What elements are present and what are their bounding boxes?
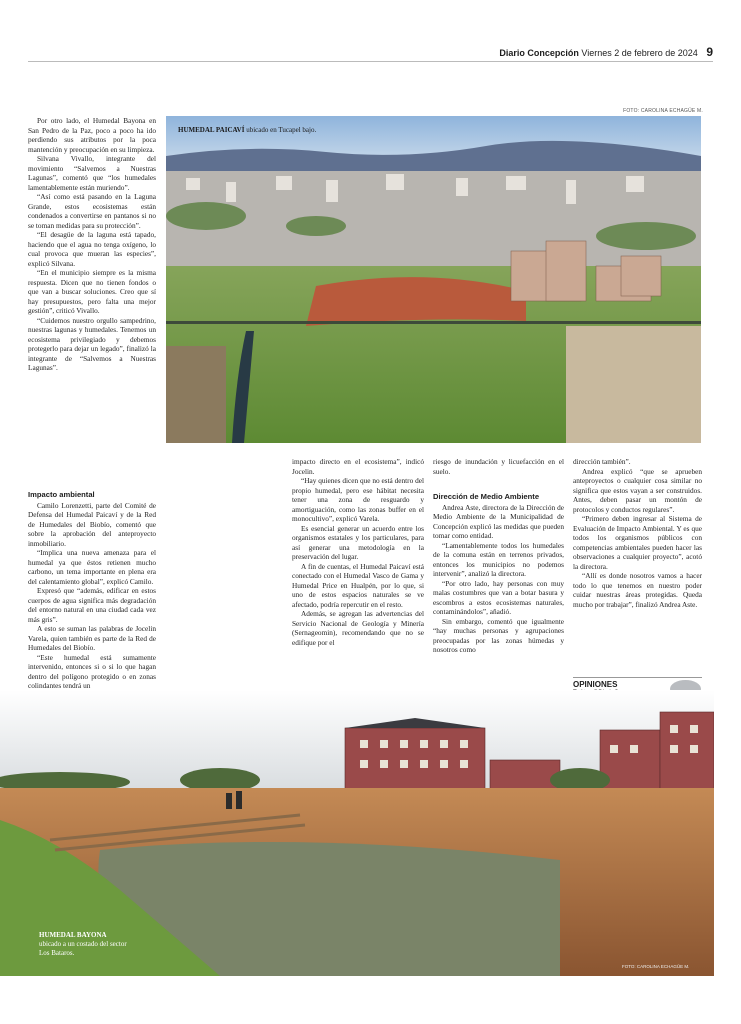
photo2-caption <box>39 931 129 958</box>
paragraph: “Primero deben ingresar al Sistema de Evaluación de Impacto Ambiental. Y es que todos los organismos públicos con competencias ambientales pueden hacer las observaciones a cualquier proyecto”, acotó la directora. <box>573 514 702 571</box>
header-rule <box>28 61 713 62</box>
publication-name: Diario Concepción <box>499 48 579 58</box>
paragraph: Expresó que “además, edificar en estos cuerpos de agua significa más degradación del entorno natural en una ciudad cada vez más gris”. <box>28 586 156 624</box>
paragraph: Además, se agregan las advertencias del Servicio Nacional de Geología y Minería (Sernageomin), recomendando que no se edifique por el <box>292 609 424 647</box>
issue-date: Viernes 2 de febrero de 2024 <box>581 48 698 58</box>
paragraph: Por otro lado, el Humedal Bayona en San Pedro de la Paz, poco a poco ha ido perdiendo sus atributos por la poca mantención y preocupación en su limpieza. <box>28 116 156 154</box>
paragraph: “En el municipio siempre es la misma respuesta. Dicen que no tienen fondos o que van a buscar soluciones. Creo que sí hay presupuestos, pero falta una mejor gestión”, criticó Vivallo. <box>28 268 156 315</box>
photo1-credit: FOTO: CAROLINA ECHAGÜE M. <box>623 108 703 114</box>
paragraph: “Allí es donde nosotros vamos a hacer todo lo que tenemos en nuestro poder cuidar nuestras áreas protegidas. Queda mucho por trabajar”, finalizó Andrea Aste. <box>573 571 702 609</box>
article-column-1 <box>28 116 156 373</box>
page-number: 9 <box>706 45 713 59</box>
photo2-credit: FOTO: CAROLINA ECHAGÜE M. <box>622 964 690 969</box>
paragraph: Es esencial generar un acuerdo entre los organismos estatales y los particulares, para así generar una metodología en la preservación del lugar. <box>292 523 424 561</box>
paragraph: “Cuidemos nuestro orgullo sampedrino, nuestras lagunas y humedales. Tenemos un ecosistema privilegiado y debemos protegerlo para dejar un legado”, finalizó la integrante de “Salvemos a Nuestras Lagunas”. <box>28 315 156 372</box>
section-heading: Impacto ambiental <box>28 490 95 499</box>
paragraph: “El desagüe de la laguna está tapado, haciendo que el agua no tenga oxígeno, lo cual provoca que mueran las especies”, explicó Silvana. <box>28 230 156 268</box>
paragraph: “Así como está pasando en la Laguna Grande, estos ecosistemas están condenados a convertirse en pantanos si no se toman medidas para su protección”. <box>28 192 156 230</box>
paragraph: Camilo Lorenzetti, parte del Comité de Defensa del Humedal Paicaví y de la Red de Humedales del Biobío, comentó que sobre la aprobación del anteproyecto inmobiliario. <box>28 500 156 548</box>
article-column-1-lower <box>28 490 156 691</box>
paragraph: dirección también”. <box>573 457 631 466</box>
article-column-4 <box>573 457 702 609</box>
page-header <box>499 45 713 59</box>
paragraph: riesgo de inundación y licuefacción en el suelo. <box>433 457 564 476</box>
paragraph: A fin de cuentas, el Humedal Paicaví está conectado con el Humedal Vasco de Gama y Humedal Price en Hualpén, por lo que, si uno de estos espacios naturales se ve afectado, podría repercutir en el resto. <box>292 561 424 609</box>
section-heading: Dirección de Medio Ambiente <box>433 492 540 501</box>
photo2-caption-rest: ubicado a un costado del sector Los Bataros. <box>39 940 127 957</box>
photo1-caption-rest: ubicado en Tucapel bajo. <box>244 126 317 134</box>
photo1-caption <box>178 126 316 134</box>
paragraph: “Lamentablemente todos los humedales de la comuna están en terrenos privados, entonces los municipios no podemos intervenir”, analizó la directora. <box>433 540 564 578</box>
paragraph: Sin embargo, comentó que igualmente “hay muchas personas y agrupaciones preocupadas por las zonas húmedas y nosotros como <box>433 616 564 654</box>
paragraph: “Este humedal está sumamente intervenido, entonces si o si lo que hagan dentro del polígono protegido o en zonas colindantes tendrá un <box>28 652 156 690</box>
article-column-2 <box>292 457 424 647</box>
photo1-caption-bold: HUMEDAL PAICAVÍ <box>178 126 245 134</box>
paragraph: “Hay quienes dicen que no está dentro del propio humedal, pero ese hábitat necesita tener una zona de resguardo y amortiguación, como las zonas buffer en el monocultivo”, explicó Varela. <box>292 476 424 523</box>
paragraph: “Por otro lado, hay personas con muy malas costumbres que van a botar basura y escombros a estos ecosistemas naturales, contaminándolos”, añadió. <box>433 578 564 616</box>
paragraph: Andrea Aste, directora de la Dirección de Medio Ambiente de la Municipalidad de Concepción explicó las medidas que pueden tomar como entidad. <box>433 502 564 540</box>
opiniones-title: OPINIONES <box>573 680 618 689</box>
paragraph: “Implica una nueva amenaza para el humedal ya que éstos retienen mucho carbono, un tema importante en plena era del calentamiento global”, explicó Camilo. <box>28 548 156 586</box>
paragraph: impacto directo en el ecosistema”, indicó Jocelin. <box>292 457 424 476</box>
paragraph: Andrea explicó “que se aprueben anteproyectos o cualquier cosa similar no significa que estos vayan a ser construidos. Antes, deben pasar un montón de protocolos y conductos regulares”. <box>573 466 702 514</box>
article-column-3 <box>433 457 564 655</box>
paragraph: A esto se suman las palabras de Jocelin Varela, quien también es parte de la Red de Humedales del Biobío. <box>28 624 156 652</box>
photo-humedal-paicavi <box>166 116 701 443</box>
photo2-caption-bold: HUMEDAL BAYONA <box>39 931 107 939</box>
paragraph: Silvana Vivallo, integrante del movimiento “Salvemos a Nuestras Lagunas”, comentó que “los humedales lamentablemente están muriendo”. <box>28 154 156 192</box>
